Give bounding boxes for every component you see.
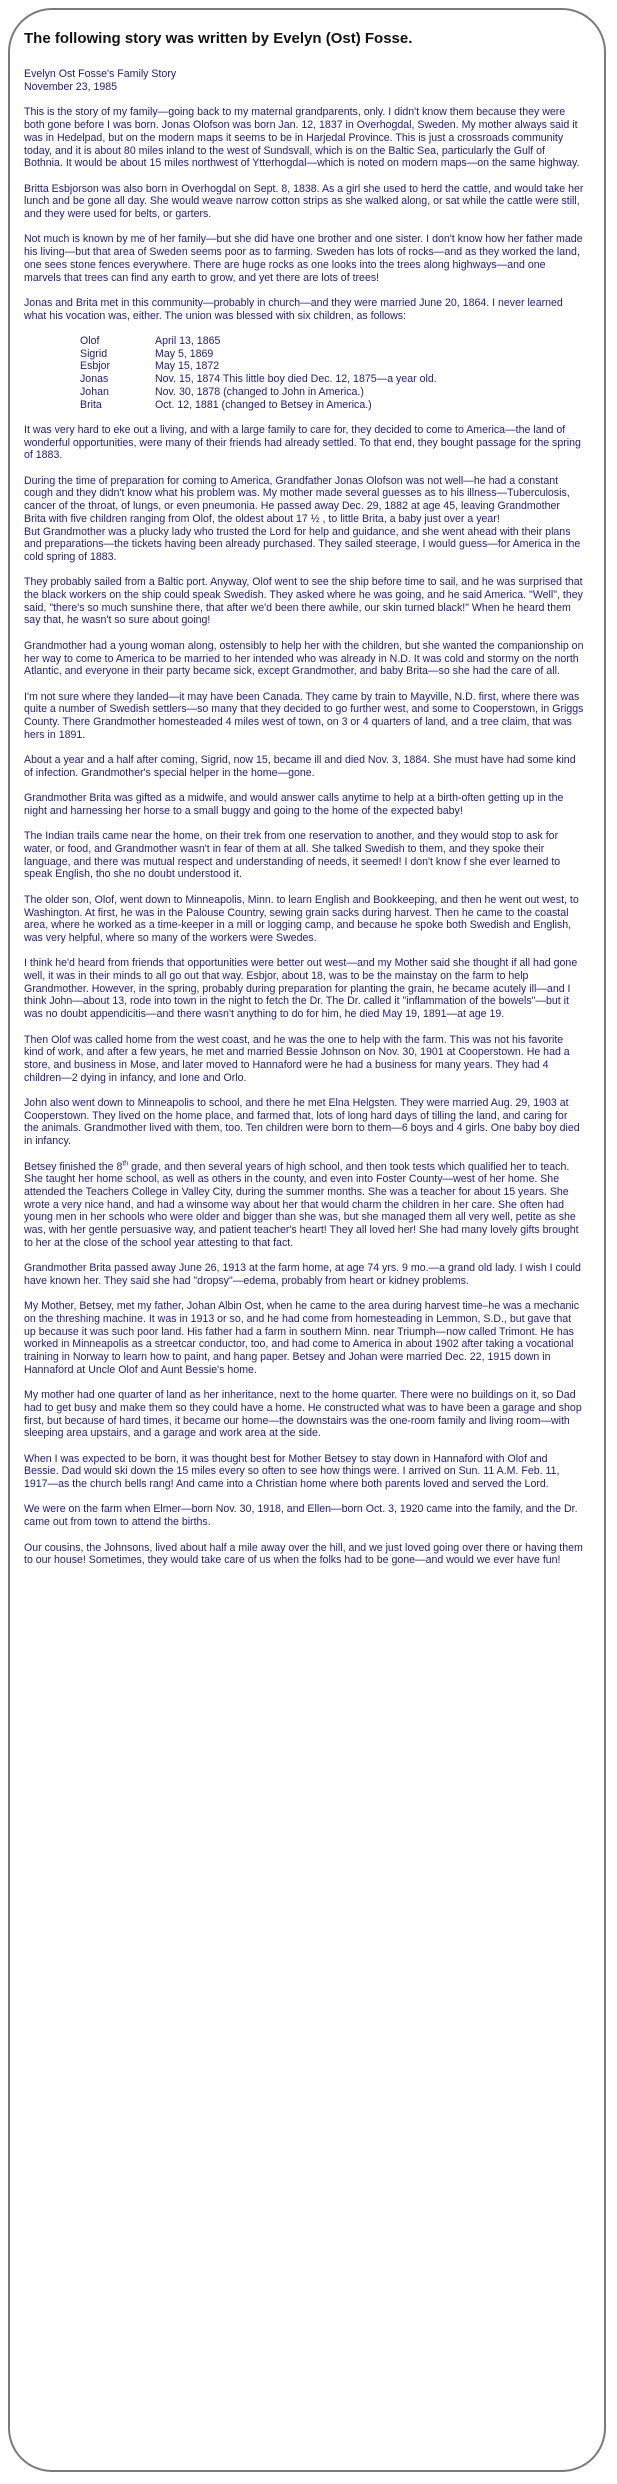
text-run: Betsey finished the 8 — [24, 1160, 123, 1173]
paragraph: I think he'd heard from friends that opportunities were better out west—and my Mother said she thought if all had gone well, it was in their minds to all go out that way. Esbjor, about 18, was to be the mainstay on the farm to help Grandmother. However, in the spring, probably during preparation for planting the grain, he became acutely ill—and I think John—about 13, rode into town in the night to fetch the Dr. The Dr. called it "inflammation of the bowels"—but it was no doubt appendicitis—and there wasn't anything to do for him, he died May 19, 1891—at age 19. — [24, 957, 578, 1021]
paragraph: About a year and a half after coming, Sigrid, now 15, became ill and died Nov. 3, 1884. She must have had some kind of infection. Grandmother's special helper in the home—gone. — [24, 754, 576, 779]
superscript: th — [122, 1159, 129, 1167]
story-header — [24, 68, 584, 93]
child-name: Johan — [80, 385, 109, 398]
children-list — [24, 335, 584, 411]
paragraph: The older son, Olof, went down to Minneapolis, Minn. to learn English and Bookkeeping, and then he went out west, to Washington. At first, he was in the Palouse Country, sewing grain sacks during harvest. Then he came to the coastal area, where he worked as a time-keeper in a mill or logging camp, and because he spoke both Swedish and English, was very helpful, where so many of the workers were Swedes. — [24, 893, 579, 944]
child-details: May 5, 1869 — [155, 347, 214, 360]
story-date: November 23, 1985 — [24, 80, 118, 93]
paragraph: Grandmother Brita was gifted as a midwife, and would answer calls anytime to help at a birth-often getting up in the night and harnessing her horse to a small buggy and going to the home of the expected baby! — [24, 792, 564, 817]
paragraph: Our cousins, the Johnsons, lived about half a mile away over the hill, and we just loved going over there or having them to our house! Sometimes, they would take care of us when the folks had to be gone—and would we ever have fun! — [24, 1541, 583, 1567]
story-title: Evelyn Ost Fosse's Family Story — [24, 68, 177, 80]
paragraph: My mother had one quarter of land as her inheritance, next to the home quarter. There were no buildings on it, so Dad had to get busy and make them so they could have a home. He constructed what was to have been a garage and shop first, but because of hard times, it became our home—the downstairs was the one-room family and living room—with sleeping area upstairs, and a garage and work area at the side. — [24, 1389, 582, 1440]
child-name: Esbjor — [80, 360, 111, 373]
paragraph: It was very hard to eke out a living, and with a large family to care for, they decided to come to America—the land of wonderful opportunities, were many of their friends had already settled. To that end, they bought passage for the spring of 1883. — [24, 423, 581, 462]
section-emigration — [24, 424, 584, 1148]
paragraph: Not much is known by me of her family—but she did have one brother and one sister. I don't know how her father made his living—but that area of Sweden seems poor as to farming. Sweden has lots of rocks—and as they worked the land, one sees stone fences everywhere. There are huge rocks as one looks into the trees along highways—and one marvels that trees can find any earth to grow, and yet there are lots of trees! — [24, 233, 583, 284]
paragraph: John also went down to Minneapolis to school, and there he met Elna Helgsten. They were married Aug. 29, 1903 at Cooperstown. They lived on the home place, and farmed that, lots of long hard days of tilling the land, and caring for the animals. Grandmother lived with them, too. Ten children were born to them—6 boys and 4 girls. One baby boy died in infancy. — [24, 1097, 580, 1148]
child-details: May 15, 1872 — [155, 360, 220, 373]
paragraph: Grandmother had a young woman along, ostensibly to help her with the children, but she wanted the companionship on her way to come to America to be married to her intended who was already in N.D. It was cold and stormy on the north Atlantic, and everyone in their party became sick, except Grandmother, and baby Brita—so she had the care of all. — [24, 639, 584, 678]
child-name: Jonas — [80, 373, 109, 386]
paragraph: My Mother, Betsey, met my father, Johan Albin Ost, when he came to the area during harvest time–he was a mechanic on the threshing machine. It was in 1913 or so, and he had come from homesteading in Lemmon, S.D., but gave that up because it was such poor land. His father had a farm in southern Minn. near Triumph—now called Trimont. He has worked in Minneapolis as a streetcar conductor, too, and had come to America in about 1902 after taking a vocational training in Norway to learn how to paint, and hang paper. Betsey and Johan were married Dec. 22, 1915 down in Hannaford at Uncle Olof and Aunt Bessie's home. — [24, 1300, 580, 1376]
text-run: During the time of preparation for coming to America, Grandfather Jonas Olofson was not well—he had a constant cough and they didn't know what his problem was. My mother made several guesses as to his illness—Tuberculosis, cancer of the throat, of lungs, or even pneumonia. He passed away Dec. 29, 1882 at age 45, leaving Grandmother Brita with five children ranging from Olof, the oldest about 17 ½ , to little Brita, a baby just over a year! — [24, 474, 570, 525]
child-details: Nov. 15, 1874 This little boy died Dec. 12, 1875—a year old. — [155, 373, 437, 386]
text-run: But Grandmother was a plucky lady who trusted the Lord for help and guidance, and she went ahead with their plans and preparations—the tickets having been already purchased. They sailed steerage, I would guess—for America in the cold spring of 1883. — [24, 525, 581, 563]
child-name: Sigrid — [80, 347, 108, 360]
page-heading: The following story was written by Evelyn (Ost) Fosse. — [24, 30, 413, 47]
child-entry — [24, 335, 584, 348]
child-entry — [24, 399, 584, 412]
child-entry — [24, 373, 584, 386]
paragraph: The Indian trails came near the home, on their trek from one reservation to another, and they would stop to ask for water, or food, and Grandmother wasn't in fear of them at all. She talked Swedish to them, and they spoke their language, and there was mutual respect and understanding of needs, it seemed! I don't know f she ever learned to speak English, tho she no doubt understood it. — [24, 830, 561, 881]
paragraph: I'm not sure where they landed—it may have been Canada. They came by train to Mayville, N.D. first, where there was quite a number of Swedish settlers—so many that they decided to go further west, and some to Cooperstown, in Griggs County. There Grandmother homesteaded 4 miles west of town, on 3 or 4 quarters of land, and a tree claim, that was hers in 1891. — [24, 690, 584, 741]
paragraph: This is the story of my family—going back to my maternal grandparents, only. I didn't know them because they were both gone before I was born. Jonas Olofson was born Jan. 12, 1837 in Overhogdal, Sweden. My mother always said it was in Hedelpad, but on the modern maps it seems to be in Harjedal Province. This is just a crossroads community today, and it is about 80 miles inland to the west of Sundsvall, which is on the Baltic Sea, particularly the Gulf of Bothnia. It would be about 15 miles northwest of Ytterhogdal—which is noted on modern maps—on the same highway. — [24, 106, 580, 170]
child-details: Nov. 30, 1878 (changed to John in America.) — [155, 385, 364, 398]
paragraph — [24, 475, 584, 564]
child-entry — [24, 360, 584, 373]
paragraph: When I was expected to be born, it was thought best for Mother Betsey to stay down in Hannaford with Olof and Bessie. Dad would ski down the 15 miles every so often to see how things were. I arrived on Sun. 11 A.M. Feb. 11, 1917—as the church bells rang! And came into a Christian home where both parents loved and served the Lord. — [24, 1452, 560, 1491]
paragraph: Then Olof was called home from the west coast, and he was the one to help with the farm. This was not his favorite kind of work, and after a few years, he met and married Bessie Johnson on Nov. 30, 1901 at Cooperstown. He had a store, and business in Mose, and later moved to Hannaford were he had a business for many years. They had 4 children—2 dying in infancy, and Ione and Orlo. — [24, 1033, 570, 1084]
text-run: grade, and then several years of high school, and then took tests which qualified her to teach. She taught her home school, as well as others in the county, and even into Foster County—west of her home. She attended the Teachers College in Valley City, during the summer months. She was a teacher for about 15 years. She wrote a very nice hand, and had a winsome way about her that would charm the children in her care. She often had young men in her schools who were older and bigger than she was, but she managed them all very well, petite as she was, with her gentle persuasive way, and patient teacher's heart! They all loved her! She had many lovely gifts brought to her at the close of the school year attesting to that fact. — [24, 1160, 579, 1249]
paragraph: Jonas and Brita met in this community—probably in church—and they were married June 20, 1864. I never learned what his vocation was, either. The union was blessed with six children, as follows: — [24, 296, 563, 322]
section-grandparents — [24, 106, 584, 322]
story-document — [24, 30, 584, 1580]
child-details: April 13, 1865 — [155, 335, 221, 347]
paragraph: They probably sailed from a Baltic port. Anyway, Olof went to see the ship before time to sail, and he was surprised that the black workers on the ship could speak Swedish. They asked where he was going, and he said America. "Well", they said, "there's so much sunshine there, that after we'd been there awhile, our skin turned black!" When he heard them say that, he wasn't so sure about going! — [24, 576, 583, 627]
child-entry — [24, 348, 584, 361]
paragraph: Britta Esbjorson was also born in Overhogdal on Sept. 8, 1838. As a girl she used to herd the cattle, and would take her lunch and be gone all day. She would weave narrow cotton strips as she walked along, or sat while the cattle were still, and they were used for belts, or garters. — [24, 182, 584, 221]
child-entry — [24, 386, 584, 399]
child-details: Oct. 12, 1881 (changed to Betsey in America.) — [155, 398, 372, 411]
paragraph-betsey — [24, 1161, 584, 1250]
section-later-years — [24, 1262, 584, 1567]
paragraph: We were on the farm when Elmer—born Nov. 30, 1918, and Ellen—born Oct. 3, 1920 came into the family, and the Dr. came out from town to attend the births. — [24, 1503, 578, 1529]
paragraph: Grandmother Brita passed away June 26, 1913 at the farm home, at age 74 yrs. 9 mo.—a grand old lady. I wish I could have known her. They said she had "dropsy"—edema, probably from heart or kidney problems. — [24, 1262, 581, 1287]
child-name: Olof — [80, 335, 100, 347]
child-name: Brita — [80, 398, 102, 411]
